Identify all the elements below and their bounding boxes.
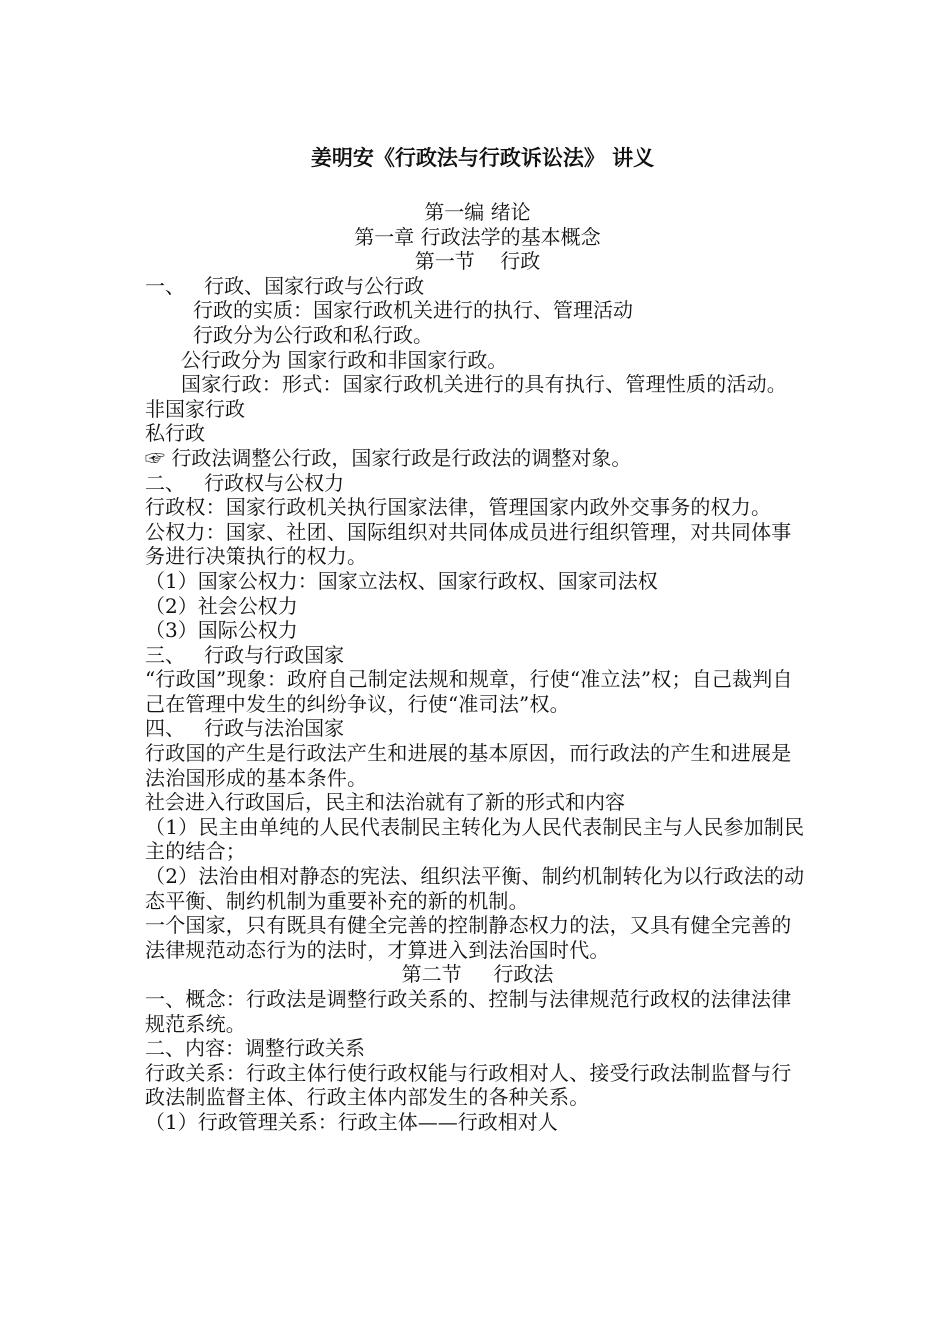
- paragraph: 社会进入行政国后，民主和法治就有了新的形式和内容: [145, 790, 625, 815]
- list-item: （1）行政管理关系：行政主体——行政相对人: [145, 1109, 558, 1134]
- paragraph: 行政国的产生是行政法产生和进展的基本原因，而行政法的产生和进展是法治国形成的基本条件。: [145, 741, 792, 790]
- paragraph: 一个国家，只有既具有健全完善的控制静态权力的法，又具有健全完善的法律规范动态行为的法时，才算进入到法治国时代。: [145, 913, 792, 962]
- paragraph: 行政关系：行政主体行使行政权能与行政相对人、接受行政法制监督与行政法制监督主体、行政主体内部发生的各种关系。: [145, 1060, 792, 1110]
- paragraph: 二、内容：调整行政关系: [145, 1036, 365, 1061]
- list-item: （1）国家公权力：国家立法权、国家行政权、国家司法权: [145, 568, 658, 593]
- part-title: 第一编 绪论: [424, 200, 531, 224]
- paragraph: 非国家行政: [145, 396, 245, 421]
- section-title: 第一节 行政: [414, 249, 541, 274]
- document-title: 姜明安《行政法与行政诉讼法》 讲义: [310, 145, 655, 170]
- list-item: （2）法治由相对静态的宪法、组织法平衡、制约机制转化为以行政法的动态平衡、制约机制为重要补充的新的机制。: [145, 864, 805, 913]
- paragraph-text: 国家行政：形式：国家行政机关进行的具有执行、管理性质的活动。: [181, 372, 787, 397]
- document-page: [145, 140, 810, 1135]
- paragraph: 私行政: [145, 421, 205, 446]
- paragraph: 行政权：国家行政机关执行国家法律，管理国家内政外交事务的权力。: [145, 495, 772, 520]
- paragraph: 公权力：国家、社团、国际组织对共同体成员进行组织管理，对共同体事务进行决策执行的权力。: [145, 519, 792, 569]
- paragraph: 行政分为公行政和私行政。: [193, 322, 433, 347]
- heading-4: 四、 行政与法治国家: [145, 716, 345, 741]
- paragraph: 一、概念：行政法是调整行政关系的、控制与法律规范行政权的法律法律规范系统。: [145, 987, 792, 1036]
- list-item: （3）国际公权力: [145, 618, 298, 643]
- list-item: （2）社会公权力: [145, 593, 298, 618]
- heading-1: 一、 行政、国家行政与公行政: [145, 273, 425, 298]
- list-item: （1）民主由单纯的人民代表制民主转化为人民代表制民主与人民参加制民主的结合；: [145, 814, 805, 864]
- heading-2: 二、 行政权与公权力: [145, 470, 345, 495]
- note-paragraph: ☞ 行政法调整公行政，国家行政是行政法的调整对象。: [145, 445, 632, 470]
- paragraph: [145, 372, 810, 397]
- paragraph: 行政的实质：国家行政机关进行的执行、管理活动: [193, 298, 633, 323]
- heading-3: 三、 行政与行政国家: [145, 642, 345, 667]
- paragraph: 公行政分为 国家行政和非国家行政。: [181, 347, 508, 372]
- chapter-title: 第一章 行政法学的基本概念: [354, 224, 601, 249]
- section-title: 第二节 行政法: [401, 962, 554, 987]
- paragraph: “行政国”现象：政府自己制定法规和规章，行使“准立法”权；自己裁判自己在管理中发生的纠纷争议，行使“准司法”权。: [145, 667, 793, 716]
